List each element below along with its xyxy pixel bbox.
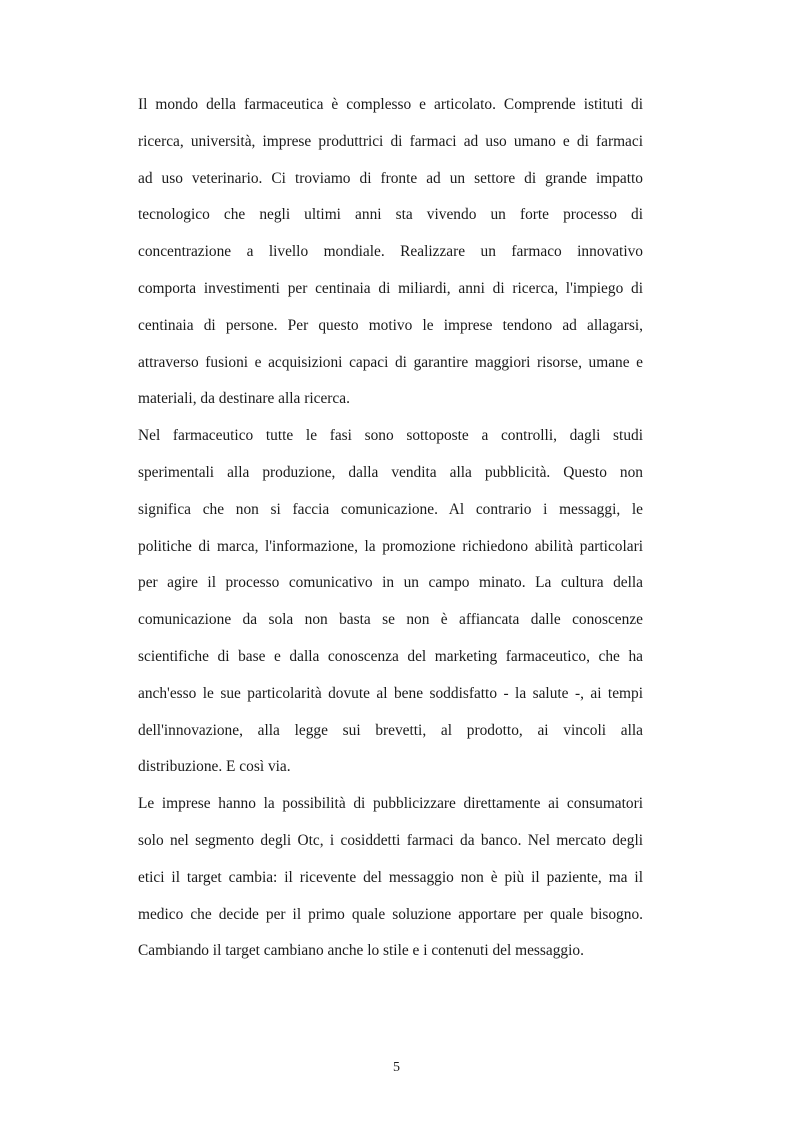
paragraph-3-line-1: Le imprese hanno la possibilità di pubblicizzare direttamente ai consumatori (138, 795, 643, 813)
paragraph-1-line-2: ricerca, università, imprese produttrici di farmaci ad uso umano e di farmaci (138, 132, 643, 150)
paragraph-2-line-5: per agire il processo comunicativo in un campo minato. La cultura della (138, 574, 643, 592)
page-number: 5 (393, 1060, 400, 1075)
paragraph-2-line-7: scientifiche di base e dalla conoscenza del marketing farmaceutico, che ha (138, 647, 643, 665)
paragraph-1-line-1: Il mondo della farmaceutica è complesso e articolato. Comprende istituti di (138, 96, 643, 113)
paragraph-1-line-3: ad uso veterinario. Ci troviamo di fronte ad un settore di grande impatto (138, 169, 643, 187)
paragraph-2-line-6: comunicazione da sola non basta se non è affiancata dalle conoscenze (138, 611, 643, 629)
body-text (138, 92, 643, 975)
paragraph-2-line-9: dell'innovazione, alla legge sui brevetti, al prodotto, ai vincoli alla (138, 721, 643, 739)
paragraph-2-line-4: politiche di marca, l'informazione, la promozione richiedono abilità particolari (138, 537, 643, 555)
paragraph-2-line-10: distribuzione. E così via. (138, 758, 291, 776)
paragraph-3-line-4: medico che decide per il primo quale soluzione apportare per quale bisogno. (138, 905, 643, 923)
paragraph-2-line-3: significa che non si faccia comunicazione. Al contrario i messaggi, le (138, 500, 643, 518)
paragraph-2-line-2: sperimentali alla produzione, dalla vendita alla pubblicità. Questo non (138, 463, 643, 481)
paragraph-3-line-2: solo nel segmento degli Otc, i cosiddetti farmaci da banco. Nel mercato degli (138, 831, 643, 849)
paragraph-3-line-3: etici il target cambia: il ricevente del messaggio non è più il paziente, ma il (138, 868, 643, 886)
paragraph-1-line-7: centinaia di persone. Per questo motivo le imprese tendono ad allagarsi, (138, 316, 643, 334)
paragraph-2-line-1: Nel farmaceutico tutte le fasi sono sottoposte a controlli, dagli studi (138, 427, 643, 445)
paragraph-3-line-5: Cambiando il target cambiano anche lo stile e i contenuti del messaggio. (138, 942, 584, 960)
paragraph-1-line-6: comporta investimenti per centinaia di miliardi, anni di ricerca, l'impiego di (138, 279, 643, 297)
paragraph-1-line-5: concentrazione a livello mondiale. Realizzare un farmaco innovativo (138, 243, 643, 261)
paragraph-1-line-4: tecnologico che negli ultimi anni sta vivendo un forte processo di (138, 206, 643, 224)
paragraph-1-line-8: attraverso fusioni e acquisizioni capaci di garantire maggiori risorse, umane e (138, 353, 643, 371)
paragraph-1-line-9: materiali, da destinare alla ricerca. (138, 390, 350, 408)
paragraph-2-line-8: anch'esso le sue particolarità dovute al bene soddisfatto - la salute -, ai tempi (138, 684, 643, 702)
